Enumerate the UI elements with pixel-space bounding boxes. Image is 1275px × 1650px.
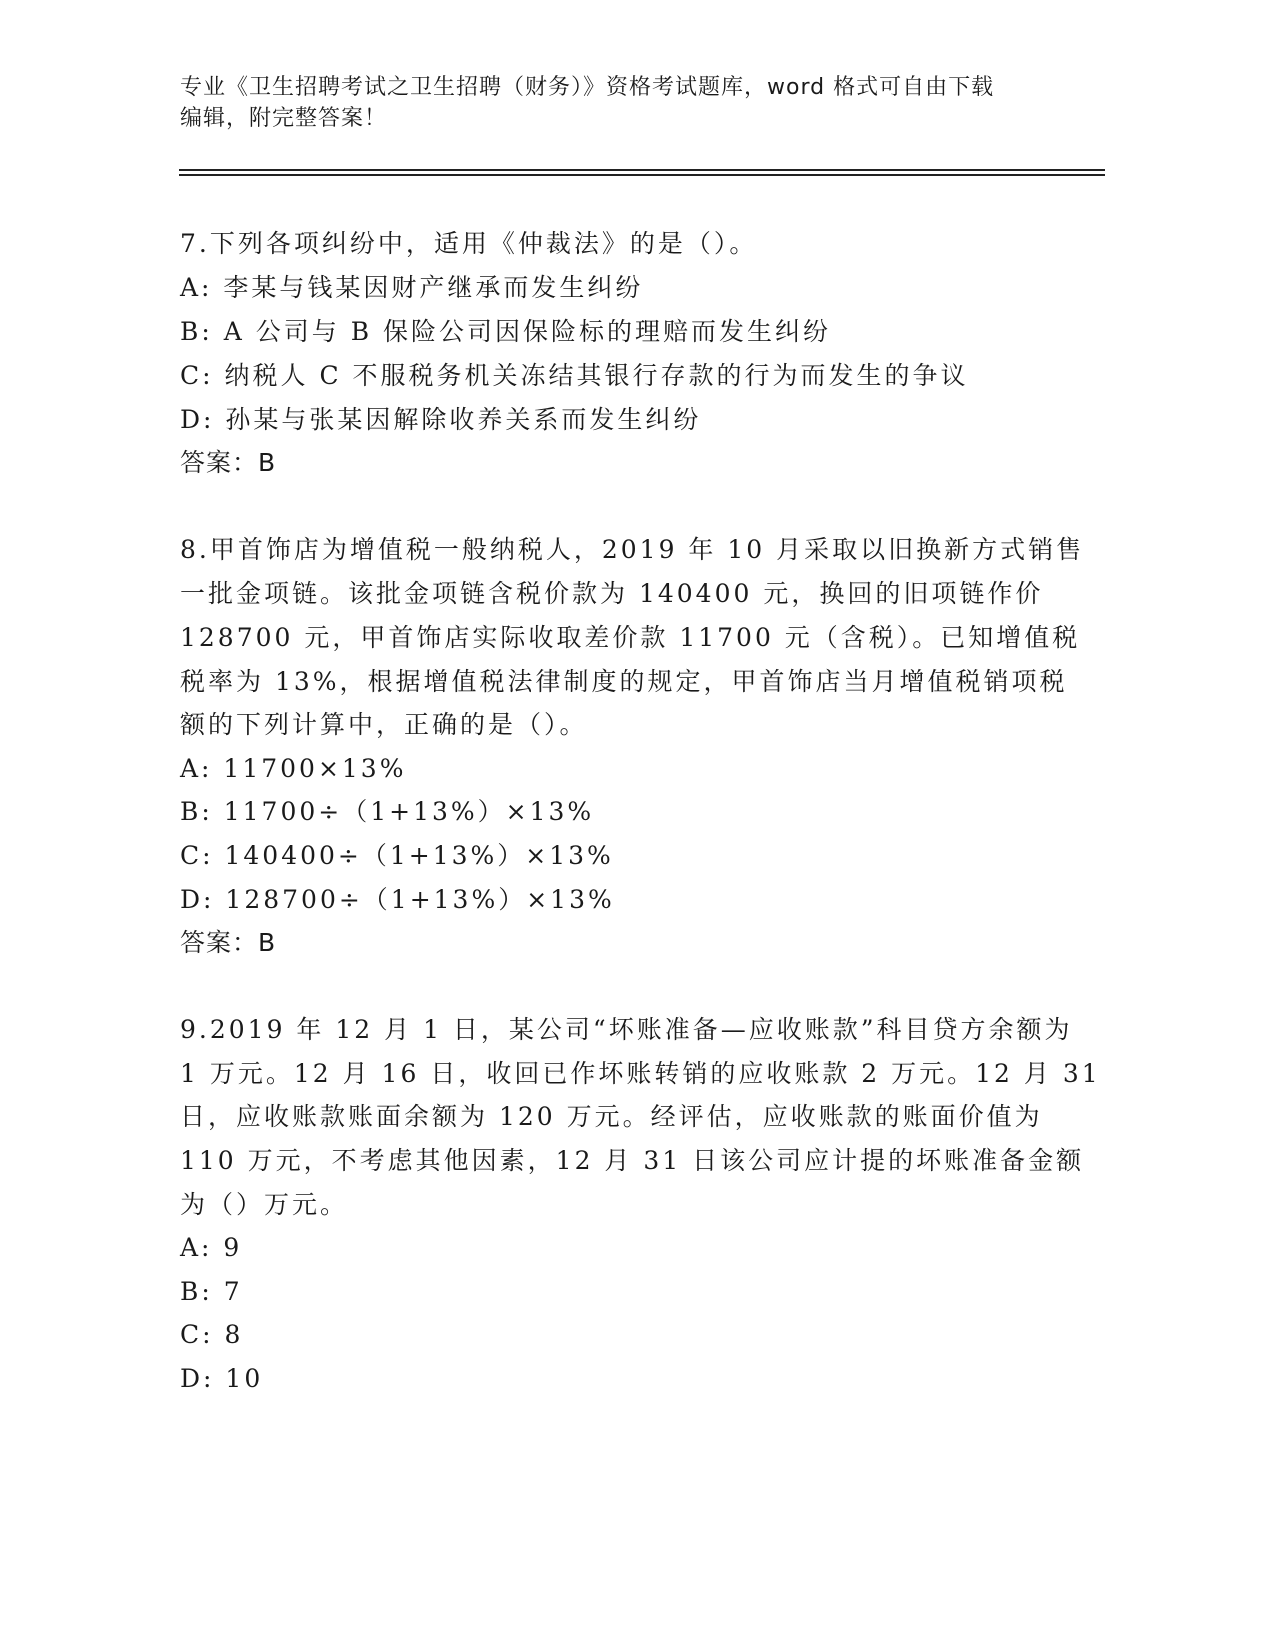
answer-label: 答案：B bbox=[180, 928, 277, 957]
question-stem-line: 7.下列各项纠纷中，适用《仲裁法》的是（）。 bbox=[180, 229, 758, 258]
option-d: D: 128700÷（1+13%）×13% bbox=[180, 885, 615, 914]
question-stem-line: 128700 元，甲首饰店实际收取差价款 11700 元（含税）。已知增值税 bbox=[180, 623, 1081, 652]
question-stem-line: 税率为 13%，根据增值税法律制度的规定，甲首饰店当月增值税销项税 bbox=[180, 667, 1068, 696]
header-divider-bottom bbox=[179, 174, 1105, 176]
question-stem-line: 日，应收账款账面余额为 120 万元。经评估，应收账款的账面价值为 bbox=[180, 1102, 1043, 1131]
option-c: C: 纳税人 C 不服税务机关冻结其银行存款的行为而发生的争议 bbox=[180, 361, 969, 390]
option-c: C: 140400÷（1+13%）×13% bbox=[180, 841, 614, 870]
option-c: C: 8 bbox=[180, 1320, 244, 1349]
header-line-1: 专业《卫生招聘考试之卫生招聘（财务）》资格考试题库，word 格式可自由下载 bbox=[180, 75, 995, 100]
question-stem-line: 9.2019 年 12 月 1 日，某公司“坏账准备—应收账款”科目贷方余额为 bbox=[180, 1015, 1073, 1044]
header-line-2: 编辑，附完整答案！ bbox=[180, 106, 388, 131]
question-stem-line: 一批金项链。该批金项链含税价款为 140400 元，换回的旧项链作价 bbox=[180, 579, 1044, 608]
question-stem-line: 8.甲首饰店为增值税一般纳税人，2019 年 10 月采取以旧换新方式销售 bbox=[180, 535, 1085, 564]
option-a: A: 11700×13% bbox=[180, 754, 407, 783]
option-b: B: 11700÷（1+13%）×13% bbox=[180, 797, 595, 826]
question-stem-line: 1 万元。12 月 16 日，收回已作坏账转销的应收账款 2 万元。12 月 31 bbox=[180, 1059, 1101, 1088]
option-a: A: 9 bbox=[180, 1233, 243, 1262]
document-header bbox=[180, 72, 1060, 134]
option-d: D: 10 bbox=[180, 1364, 264, 1393]
question-stem-line: 额的下列计算中，正确的是（）。 bbox=[180, 710, 588, 739]
header-divider-top bbox=[179, 169, 1105, 171]
option-d: D: 孙某与张某因解除收养关系而发生纠纷 bbox=[180, 405, 702, 434]
question-stem-line: 110 万元，不考虑其他因素，12 月 31 日该公司应计提的坏账准备金额 bbox=[180, 1146, 1085, 1175]
option-b: B: 7 bbox=[180, 1277, 243, 1306]
option-b: B: A 公司与 B 保险公司因保险标的理赔而发生纠纷 bbox=[180, 317, 832, 346]
option-a: A: 李某与钱某因财产继承而发生纠纷 bbox=[180, 273, 644, 302]
question-stem-line: 为（）万元。 bbox=[180, 1190, 349, 1219]
answer-label: 答案：B bbox=[180, 448, 277, 477]
